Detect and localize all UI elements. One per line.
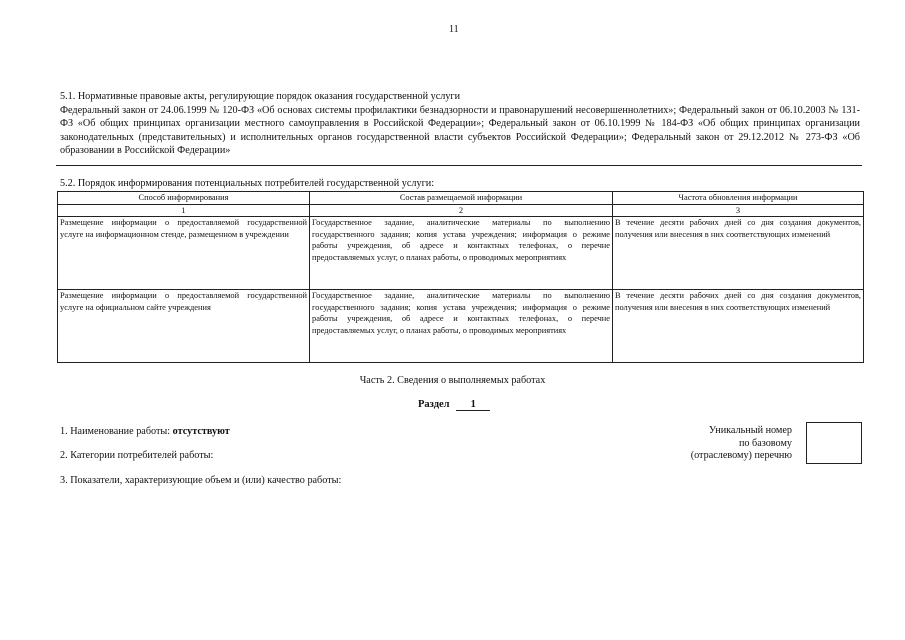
cell-method: Размещение информации о предоставляемой государственной услуге на официальном сайте учреждения: [58, 290, 310, 363]
work-name-line: [60, 426, 230, 437]
section-5-1-text: Федеральный закон от 24.06.1999 № 120-ФЗ «Об основах системы профилактики безнадзорности и правонарушений несовершеннолетних»; Федеральный закон от 06.10.2003 № 131-ФЗ «Об общих принципах организации местного самоуправления в Российской Федерации»; Федеральный закон от 06.10.1999 № 184-ФЗ «Об общих принципах организации законодательных (представительных) и исполнительных органов государственной власти субъектов Российской Федерации»; Федеральный закон от 29.12.2012 № 273-ФЗ «Об образовании в Российской Федерации»: [60, 104, 860, 157]
column-number: 2: [310, 204, 613, 217]
header-frequency: Частота обновления информации: [613, 192, 864, 205]
table-header-row: [58, 192, 864, 205]
work-name-label: 1. Наименование работы:: [60, 426, 171, 437]
header-method: Способ информирования: [58, 192, 310, 205]
work-name-value: отсутствуют: [172, 426, 230, 437]
information-table: [57, 191, 864, 363]
indicators-line: 3. Показатели, характеризующие объем и (или) качество работы:: [60, 475, 342, 486]
column-number: 3: [613, 204, 864, 217]
cell-content: Государственное задание, аналитические материалы по выполнению государственного задания; копия устава учреждения; информация о режиме работы учреждения, об адресе и контактных телефонах, о перечне предоставляемых услуг, о планах работы, о проводимых мероприятиях: [310, 217, 613, 290]
column-number: 1: [58, 204, 310, 217]
header-content: Состав размещаемой информации: [310, 192, 613, 205]
divider-line: [56, 165, 862, 166]
table-row: [58, 217, 864, 290]
cell-frequency: В течение десяти рабочих дней со дня создания документов, получения или внесения в них соответствующих изменений: [613, 290, 864, 363]
unique-number-box: [806, 422, 862, 464]
page-number: 11: [449, 24, 459, 35]
unique-number-line-3: (отраслевому) перечню: [690, 450, 792, 461]
cell-content: Государственное задание, аналитические материалы по выполнению государственного задания; копия устава учреждения; информация о режиме работы учреждения, об адресе и контактных телефонах, о перечне предоставляемых услуг, о планах работы, о проводимых мероприятиях: [310, 290, 613, 363]
section-5-1-title: 5.1. Нормативные правовые акты, регулирующие порядок оказания государственной услуги: [60, 91, 461, 102]
unique-number-label: [640, 425, 792, 463]
consumer-categories-line: 2. Категории потребителей работы:: [60, 450, 214, 461]
section-number: 1: [456, 399, 490, 411]
section-5-2-title: 5.2. Порядок информирования потенциальных потребителей государственной услуги:: [60, 178, 435, 189]
part-2-title: Часть 2. Сведения о выполняемых работах: [359, 375, 546, 386]
cell-frequency: В течение десяти рабочих дней со дня создания документов, получения или внесения в них соответствующих изменений: [613, 217, 864, 290]
table-number-row: [58, 204, 864, 217]
table-row: [58, 290, 864, 363]
unique-number-line-1: Уникальный номер: [708, 425, 792, 436]
unique-number-line-2: по базовому: [738, 437, 792, 449]
section-heading: [418, 399, 490, 411]
section-label: Раздел: [418, 399, 450, 410]
section-5-1: [60, 90, 860, 158]
cell-method: Размещение информации о предоставляемой государственной услуге на информационном стенде, размещенном в учреждении: [58, 217, 310, 290]
